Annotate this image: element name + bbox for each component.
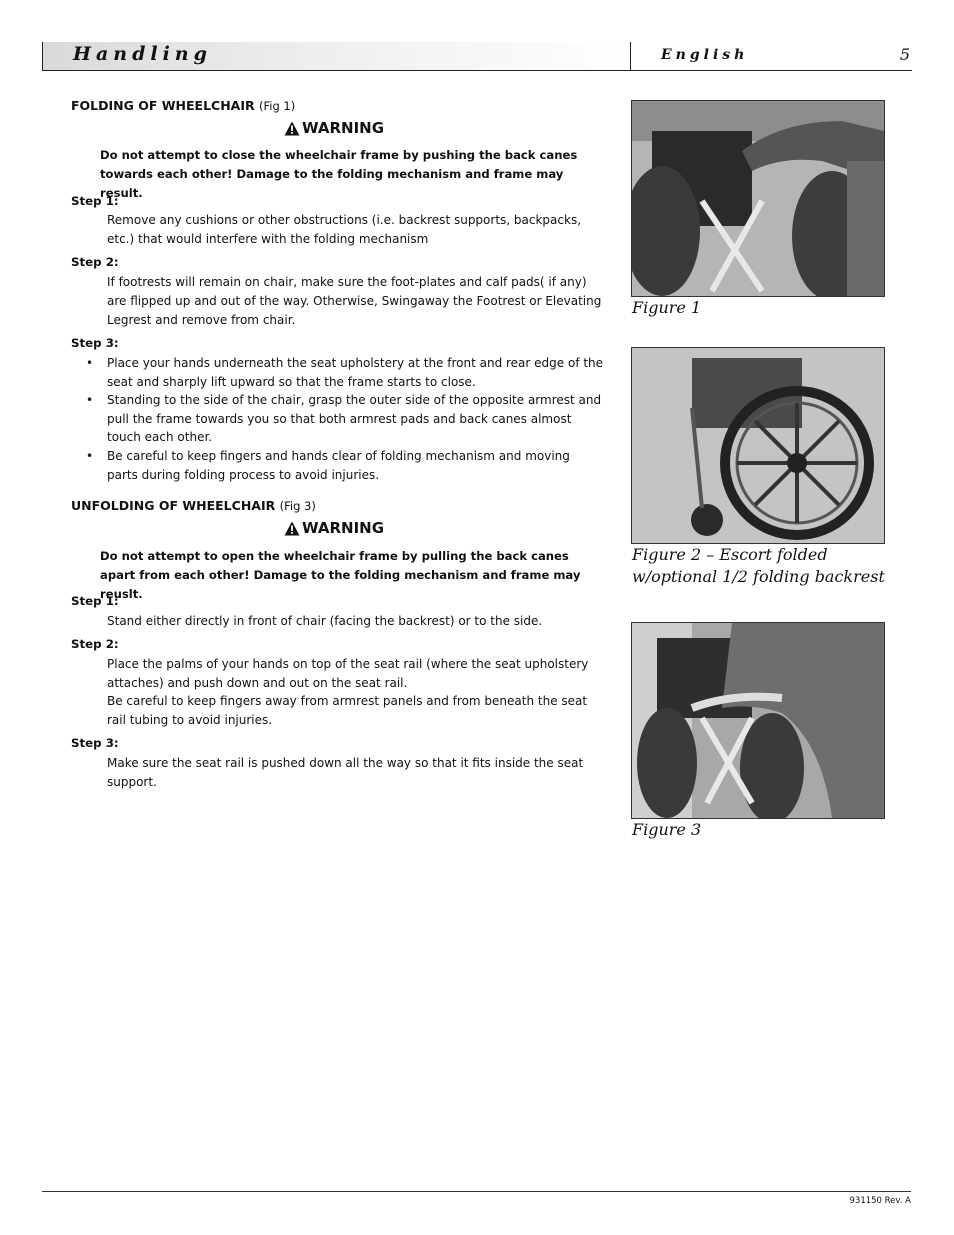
figure-2-caption: Figure 2 – Escort folded w/optional 1/2 folding backrest xyxy=(632,545,885,586)
language-label: English xyxy=(661,47,749,63)
unfolding-step2-text2: Be careful to keep fingers away from armrest panels and from beneath the seat rail tubing to avoid injuries. xyxy=(107,694,588,727)
unfolding-heading xyxy=(71,498,316,513)
figure-2-photo xyxy=(631,347,885,544)
figure-3-photo xyxy=(631,622,885,819)
folding-title: FOLDING OF WHEELCHAIR xyxy=(71,98,255,113)
wheelchair-folded-illustration xyxy=(632,348,884,543)
section-title: Handling xyxy=(73,43,212,65)
unfolding-warning-label: WARNING xyxy=(302,519,385,537)
header-bar xyxy=(42,42,631,71)
folding-step2-text: If footrests will remain on chair, make sure the foot-plates and calf pads( if any) are flipped up and out of the way. Otherwise, Swingaway the Footrest or Elevating Legrest and remove from chair. xyxy=(107,275,602,327)
unfolding-warning-heading xyxy=(284,519,384,537)
list-item: • Standing to the side of the chair, grasp the outer side of the opposite armrest and pull the frame towards you so that both armrest pads and back canes almost touch each other. xyxy=(86,393,602,445)
unfolding-warning-text: Do not attempt to open the wheelchair frame by pulling the back canes apart from each other! Damage to the folding mechanism and frame may reuslt. xyxy=(100,549,581,601)
folding-step1-label: Step 1: xyxy=(71,194,119,208)
folding-warning-heading xyxy=(284,119,384,137)
bullet-text: Standing to the side of the chair, grasp the outer side of the opposite armrest and pull the frame towards you so that both armrest pads and back canes almost touch each other. xyxy=(107,393,602,445)
header-right xyxy=(630,42,912,71)
folding-warning-text: Do not attempt to close the wheelchair frame by pushing the back canes towards each other! Damage to the folding mechanism and frame may result. xyxy=(100,148,578,200)
figure-1-caption: Figure 1 xyxy=(632,298,702,317)
document-code: 931150 Rev. A xyxy=(849,1196,911,1206)
figure-3-caption: Figure 3 xyxy=(632,820,702,839)
unfolding-step1-text: Stand either directly in front of chair (facing the backrest) or to the side. xyxy=(107,614,543,628)
folding-step3-label: Step 3: xyxy=(71,336,119,350)
unfolding-step3-text: Make sure the seat rail is pushed down all the way so that it fits inside the seat support. xyxy=(107,756,584,789)
warning-triangle-icon xyxy=(284,121,300,136)
figure-1-photo xyxy=(631,100,885,297)
wheelchair-folding-illustration xyxy=(632,101,884,296)
folding-step3-list xyxy=(71,354,604,484)
footer-rule xyxy=(42,1191,911,1192)
warning-triangle-icon xyxy=(284,521,300,536)
unfolding-fig-ref: (Fig 3) xyxy=(279,499,316,513)
unfolding-step1-label: Step 1: xyxy=(71,594,119,608)
bullet-text: Place your hands underneath the seat upholstery at the front and rear edge of the seat and sharply lift upward so that the frame starts to close. xyxy=(107,356,604,389)
unfolding-title: UNFOLDING OF WHEELCHAIR xyxy=(71,498,276,513)
unfolding-step3-label: Step 3: xyxy=(71,736,119,750)
bullet-text: Be careful to keep fingers and hands clear of folding mechanism and moving parts during folding process to avoid injuries. xyxy=(107,448,570,482)
folding-warning-label: WARNING xyxy=(302,119,385,137)
folding-step2-label: Step 2: xyxy=(71,255,119,269)
page-number: 5 xyxy=(899,45,910,64)
folding-heading xyxy=(71,98,295,113)
list-item: • Place your hands underneath the seat upholstery at the front and rear edge of the seat and sharply lift upward so that the frame starts to close. xyxy=(86,356,604,389)
unfolding-step2-label: Step 2: xyxy=(71,637,119,651)
unfolding-step2-text: Place the palms of your hands on top of the seat rail (where the seat upholstery attaches) and push down and out on the seat rail. xyxy=(107,657,589,690)
folding-step1-text: Remove any cushions or other obstructions (i.e. backrest supports, backpacks, etc.) that would interfere with the folding mechanism xyxy=(107,213,582,246)
list-item: • Be careful to keep fingers and hands clear of folding mechanism and moving parts during folding process to avoid injuries. xyxy=(86,448,570,482)
folding-fig-ref: (Fig 1) xyxy=(258,99,296,113)
wheelchair-unfolding-illustration xyxy=(632,623,884,818)
